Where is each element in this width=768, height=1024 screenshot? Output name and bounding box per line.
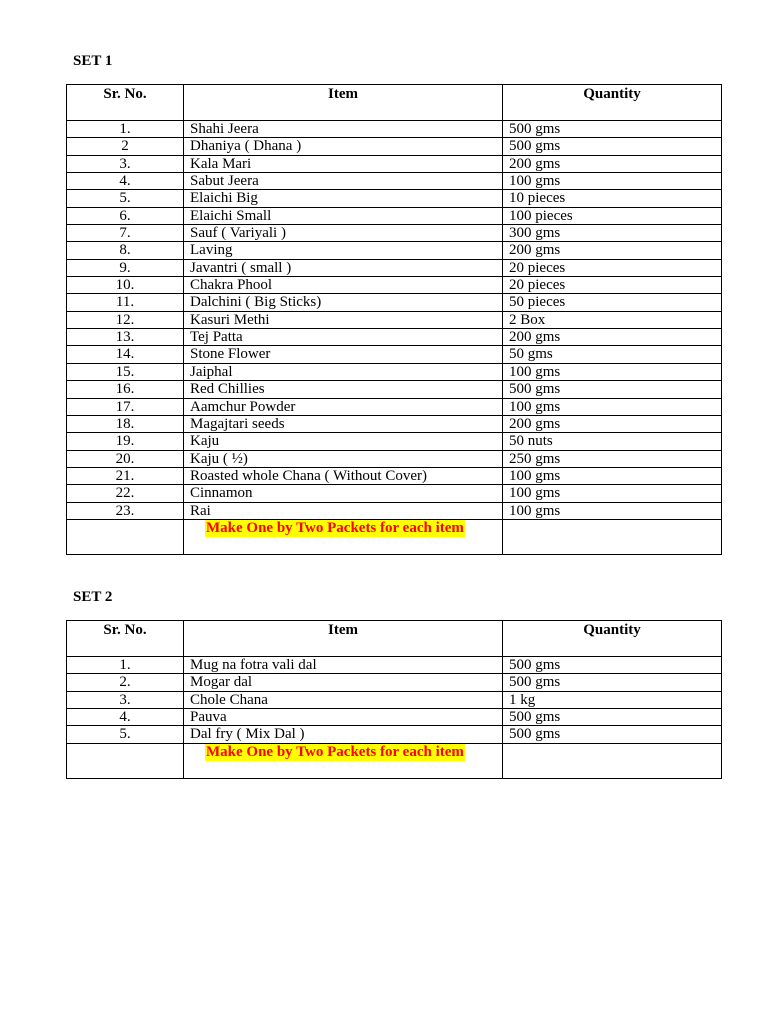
note-cell-sr: [67, 519, 184, 554]
table-header-row: [67, 85, 722, 121]
sr-no-cell: 5.: [67, 726, 184, 743]
sr-no-cell: 4.: [67, 709, 184, 726]
sr-no-cell: 16.: [67, 381, 184, 398]
table-row: [67, 155, 722, 172]
sr-no-cell: 4.: [67, 173, 184, 190]
item-cell: Sauf ( Variyali ): [184, 225, 503, 242]
table-row: [67, 259, 722, 276]
quantity-cell: 200 gms: [503, 242, 722, 259]
item-cell: Kaju: [184, 433, 503, 450]
table-row: [67, 415, 722, 432]
table-row: [67, 225, 722, 242]
table-row: [67, 346, 722, 363]
sr-no-cell: 23.: [67, 502, 184, 519]
quantity-cell: 20 pieces: [503, 259, 722, 276]
table-row: [67, 121, 722, 138]
item-cell: Elaichi Small: [184, 207, 503, 224]
sr-no-cell: 11.: [67, 294, 184, 311]
table-row: [67, 674, 722, 691]
note-cell-qty: [503, 519, 722, 554]
item-cell: Stone Flower: [184, 346, 503, 363]
quantity-cell: 100 gms: [503, 467, 722, 484]
sr-no-cell: 2.: [67, 674, 184, 691]
sr-no-cell: 1.: [67, 657, 184, 674]
table-row: [67, 398, 722, 415]
quantity-cell: 100 gms: [503, 173, 722, 190]
table-row: [67, 363, 722, 380]
quantity-cell: 250 gms: [503, 450, 722, 467]
quantity-cell: 100 pieces: [503, 207, 722, 224]
packet-note: Make One by Two Packets for each item: [206, 519, 464, 536]
item-cell: Dalchini ( Big Sticks): [184, 294, 503, 311]
table-row: [67, 242, 722, 259]
sr-no-cell: 9.: [67, 259, 184, 276]
table-row: [67, 726, 722, 743]
note-cell-sr: [67, 743, 184, 778]
item-cell: Shahi Jeera: [184, 121, 503, 138]
item-cell: Elaichi Big: [184, 190, 503, 207]
set1-table: [66, 84, 722, 555]
quantity-cell: 100 gms: [503, 398, 722, 415]
table-row: [67, 173, 722, 190]
sr-no-cell: 6.: [67, 207, 184, 224]
table-row: [67, 467, 722, 484]
table-row: [67, 138, 722, 155]
quantity-cell: 200 gms: [503, 415, 722, 432]
item-cell: Kasuri Methi: [184, 311, 503, 328]
item-cell: Tej Patta: [184, 329, 503, 346]
sr-no-cell: 19.: [67, 433, 184, 450]
note-row: [67, 743, 722, 778]
item-cell: Dhaniya ( Dhana ): [184, 138, 503, 155]
quantity-cell: 500 gms: [503, 674, 722, 691]
item-cell: Sabut Jeera: [184, 173, 503, 190]
item-cell: Chole Chana: [184, 691, 503, 708]
table-row: [67, 657, 722, 674]
header-sr-no: Sr. No.: [67, 85, 184, 121]
sr-no-cell: 2: [67, 138, 184, 155]
quantity-cell: 500 gms: [503, 657, 722, 674]
item-cell: Kaju ( ½): [184, 450, 503, 467]
note-row: [67, 519, 722, 554]
sr-no-cell: 1.: [67, 121, 184, 138]
table-row: [67, 691, 722, 708]
quantity-cell: 50 nuts: [503, 433, 722, 450]
table-row: [67, 381, 722, 398]
item-cell: Chakra Phool: [184, 277, 503, 294]
header-item: Item: [184, 85, 503, 121]
quantity-cell: 100 gms: [503, 485, 722, 502]
table-row: [67, 433, 722, 450]
item-cell: Aamchur Powder: [184, 398, 503, 415]
sr-no-cell: 22.: [67, 485, 184, 502]
quantity-cell: 500 gms: [503, 381, 722, 398]
table-row: [67, 294, 722, 311]
quantity-cell: 200 gms: [503, 329, 722, 346]
note-cell-qty: [503, 743, 722, 778]
table-row: [67, 329, 722, 346]
item-cell: Rai: [184, 502, 503, 519]
table-row: [67, 485, 722, 502]
table-header-row: [67, 621, 722, 657]
item-cell: Dal fry ( Mix Dal ): [184, 726, 503, 743]
quantity-cell: 200 gms: [503, 155, 722, 172]
sr-no-cell: 21.: [67, 467, 184, 484]
item-cell: Mug na fotra vali dal: [184, 657, 503, 674]
quantity-cell: 50 pieces: [503, 294, 722, 311]
item-cell: Cinnamon: [184, 485, 503, 502]
item-cell: Javantri ( small ): [184, 259, 503, 276]
table-row: [67, 277, 722, 294]
item-cell: Red Chillies: [184, 381, 503, 398]
table-row: [67, 450, 722, 467]
quantity-cell: 300 gms: [503, 225, 722, 242]
sr-no-cell: 20.: [67, 450, 184, 467]
quantity-cell: 50 gms: [503, 346, 722, 363]
quantity-cell: 1 kg: [503, 691, 722, 708]
note-cell: [184, 519, 503, 554]
item-cell: Jaiphal: [184, 363, 503, 380]
item-cell: Mogar dal: [184, 674, 503, 691]
quantity-cell: 100 gms: [503, 363, 722, 380]
quantity-cell: 500 gms: [503, 726, 722, 743]
item-cell: Roasted whole Chana ( Without Cover): [184, 467, 503, 484]
set1-title: SET 1: [73, 53, 113, 69]
item-cell: Pauva: [184, 709, 503, 726]
sr-no-cell: 8.: [67, 242, 184, 259]
packet-note: Make One by Two Packets for each item: [206, 743, 464, 760]
quantity-cell: 500 gms: [503, 709, 722, 726]
sr-no-cell: 5.: [67, 190, 184, 207]
sr-no-cell: 3.: [67, 691, 184, 708]
quantity-cell: 500 gms: [503, 121, 722, 138]
table-row: [67, 709, 722, 726]
table-row: [67, 207, 722, 224]
quantity-cell: 20 pieces: [503, 277, 722, 294]
quantity-cell: 10 pieces: [503, 190, 722, 207]
item-cell: Kala Mari: [184, 155, 503, 172]
sr-no-cell: 15.: [67, 363, 184, 380]
sr-no-cell: 17.: [67, 398, 184, 415]
sr-no-cell: 13.: [67, 329, 184, 346]
sr-no-cell: 18.: [67, 415, 184, 432]
set2-table: [66, 620, 722, 779]
header-quantity: Quantity: [503, 621, 722, 657]
quantity-cell: 2 Box: [503, 311, 722, 328]
sr-no-cell: 3.: [67, 155, 184, 172]
sr-no-cell: 12.: [67, 311, 184, 328]
table-row: [67, 190, 722, 207]
header-item: Item: [184, 621, 503, 657]
sr-no-cell: 10.: [67, 277, 184, 294]
quantity-cell: 100 gms: [503, 502, 722, 519]
table-row: [67, 502, 722, 519]
set2-title: SET 2: [73, 589, 113, 605]
header-sr-no: Sr. No.: [67, 621, 184, 657]
note-cell: [184, 743, 503, 778]
item-cell: Magajtari seeds: [184, 415, 503, 432]
sr-no-cell: 7.: [67, 225, 184, 242]
sr-no-cell: 14.: [67, 346, 184, 363]
item-cell: Laving: [184, 242, 503, 259]
table-row: [67, 311, 722, 328]
header-quantity: Quantity: [503, 85, 722, 121]
quantity-cell: 500 gms: [503, 138, 722, 155]
